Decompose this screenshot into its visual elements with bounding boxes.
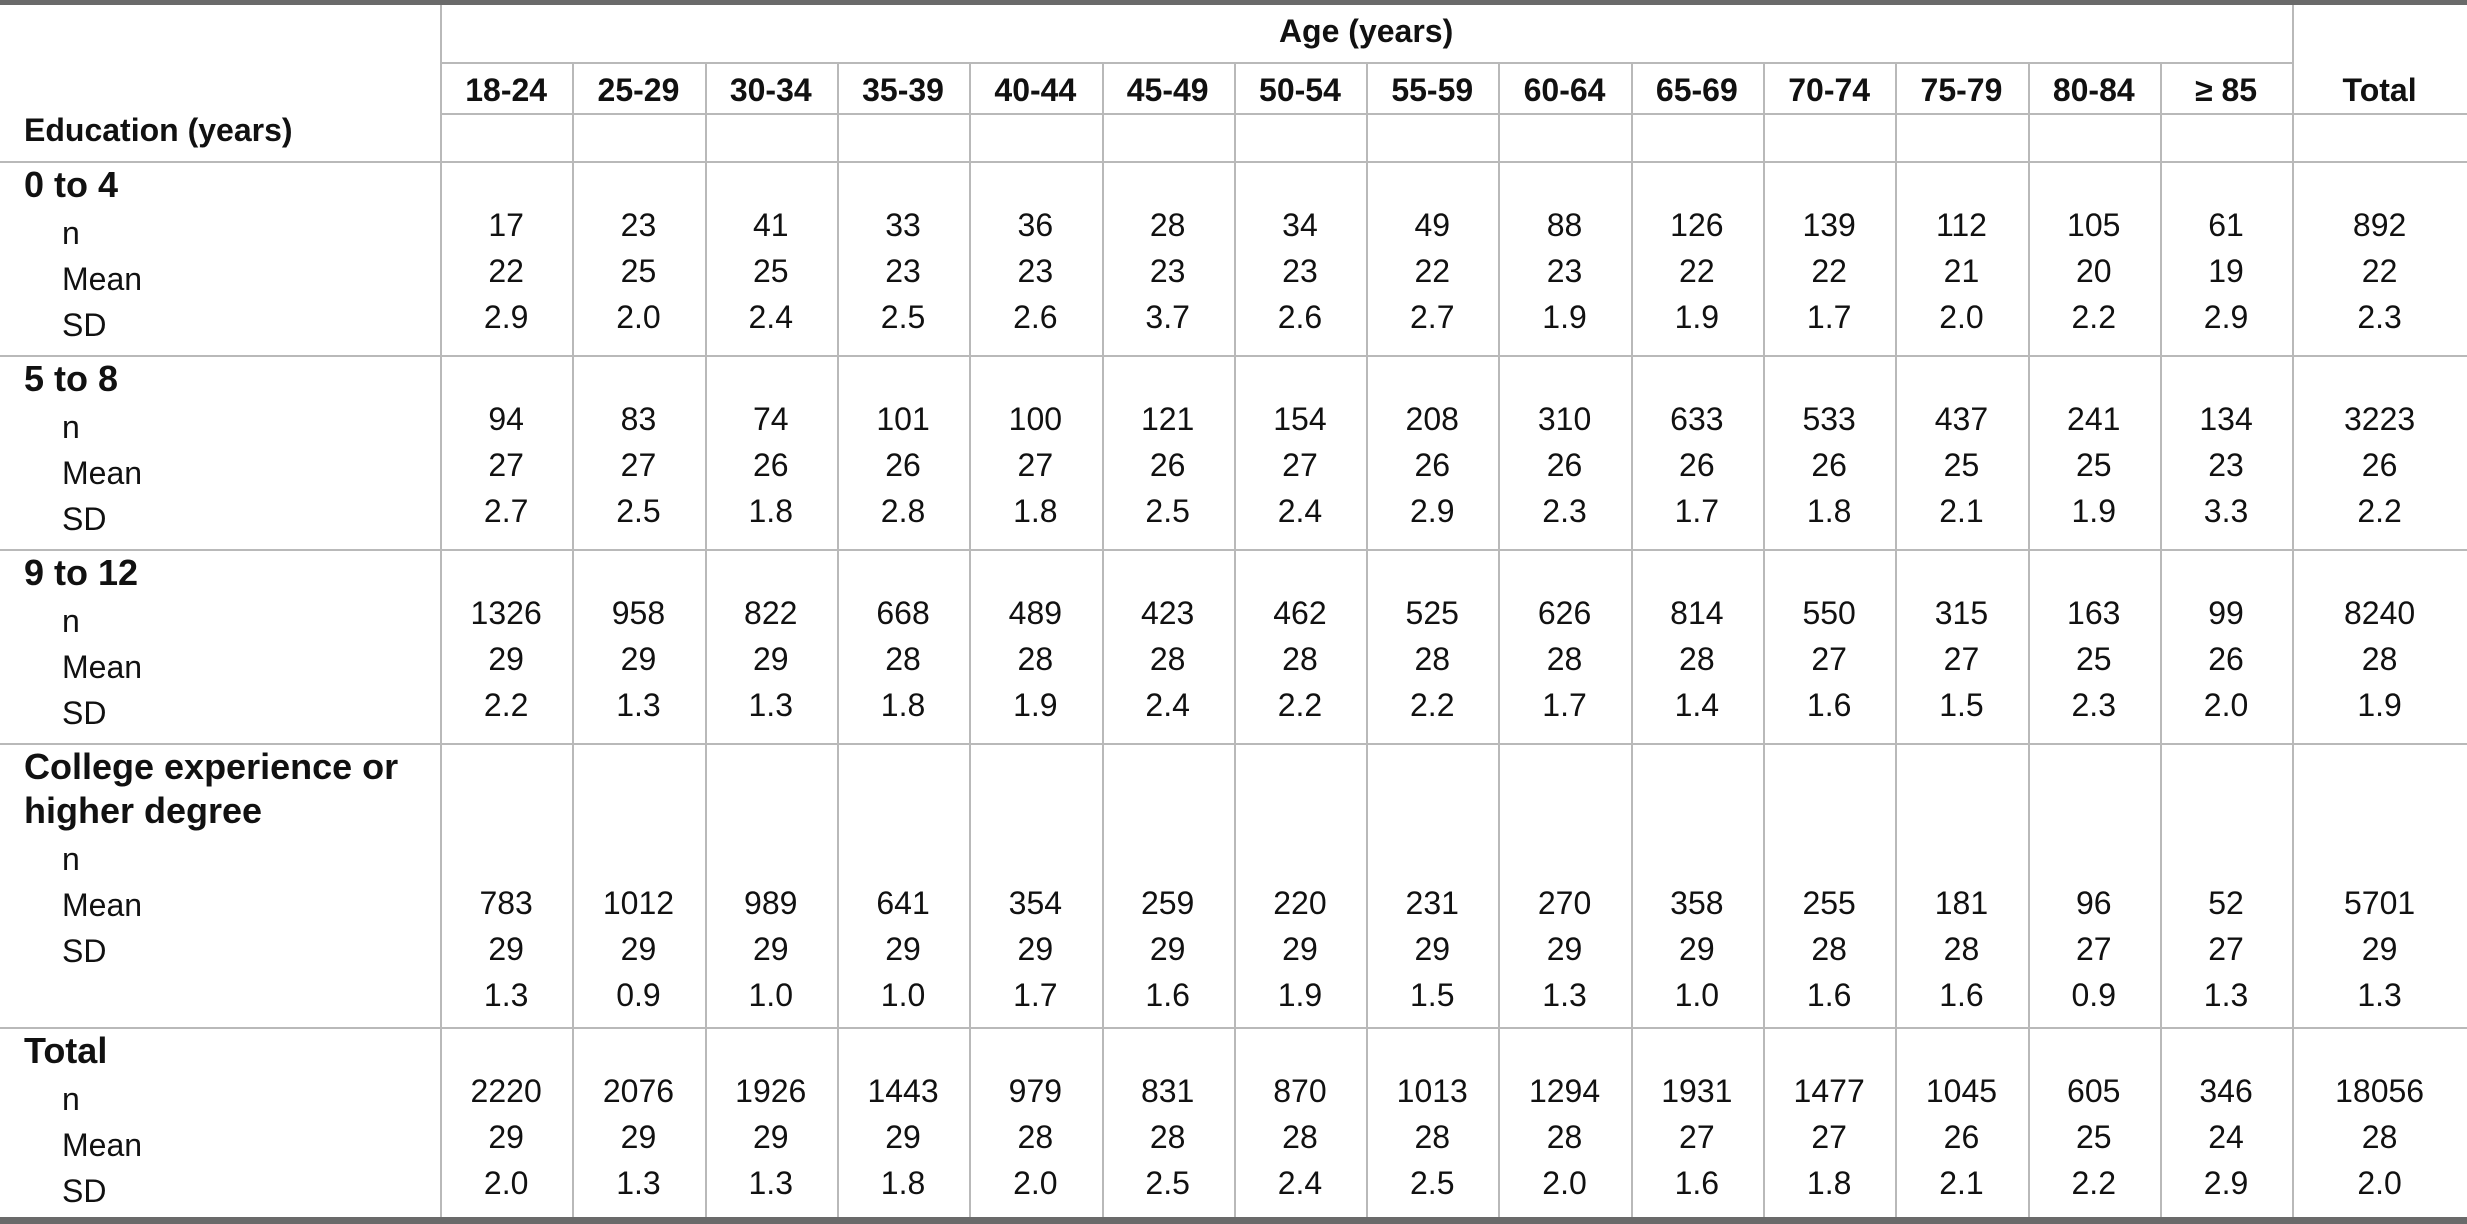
table-cell: 1326: [470, 595, 542, 631]
table-cell: 489: [1008, 595, 1063, 631]
table-cell: 626: [1537, 595, 1592, 631]
age-header: Age (years): [1278, 13, 1454, 49]
table-cell: 1.3: [1542, 977, 1587, 1013]
table-cell: 1.9: [2071, 493, 2116, 529]
table-cell: 668: [876, 595, 930, 631]
table-cell: 29: [752, 641, 789, 677]
table-cell: 525: [1405, 595, 1459, 631]
table-cell: 2076: [602, 1073, 675, 1109]
table-cell: 8240: [2343, 595, 2416, 631]
column-header: 35-39: [862, 72, 944, 108]
row-label: n: [62, 409, 80, 445]
table-cell: 1.0: [1674, 977, 1720, 1013]
table-cell: 1.8: [880, 687, 926, 723]
table-cell: 28: [1546, 641, 1583, 677]
column-header: ≥ 85: [2195, 72, 2258, 108]
table-cell: 26: [1811, 447, 1847, 483]
table-cell: 28: [1546, 1119, 1583, 1155]
table-cell: 1294: [1528, 1073, 1601, 1109]
table-cell: 101: [876, 401, 930, 437]
table-cell: 181: [1934, 885, 1989, 921]
table-cell: 2.5: [1145, 1165, 1190, 1201]
table-cell: 26: [752, 447, 789, 483]
table-cell: 1.9: [1277, 977, 1323, 1013]
table-cell: 163: [2067, 595, 2121, 631]
table-cell: 1926: [735, 1073, 807, 1109]
table-cell: 2.5: [1410, 1165, 1455, 1201]
table-cell: 1.3: [748, 687, 793, 723]
table-cell: 2.0: [483, 1165, 529, 1201]
table-cell: 100: [1008, 401, 1063, 437]
table-cell: 2.7: [1410, 299, 1455, 335]
table-cell: 2.3: [2357, 299, 2402, 335]
table-cell: 2.2: [1410, 687, 1455, 723]
table-cell: 0.9: [616, 977, 661, 1013]
table-cell: 633: [1670, 401, 1724, 437]
table-cell: 20: [2075, 253, 2112, 289]
table-cell: 29: [488, 1119, 524, 1155]
table-cell: 33: [885, 207, 921, 243]
table-cell: 154: [1273, 401, 1327, 437]
table-cell: 28: [1149, 641, 1186, 677]
table-cell: 814: [1670, 595, 1724, 631]
group-title: Total: [24, 1030, 108, 1071]
table-cell: 2.9: [483, 299, 529, 335]
row-label: Mean: [62, 649, 143, 685]
table-cell: 533: [1802, 401, 1856, 437]
table-cell: 1.8: [1013, 493, 1058, 529]
table-cell: 822: [744, 595, 798, 631]
column-header: 25-29: [597, 72, 680, 108]
table-cell: 29: [1017, 931, 1054, 967]
table-cell: 27: [2208, 931, 2244, 967]
table-cell: 28: [1282, 1119, 1318, 1155]
row-divider: [0, 1027, 2467, 1029]
table-cell: 2.5: [616, 493, 661, 529]
table-cell: 36: [1017, 207, 1054, 243]
table-cell: 2.2: [2071, 299, 2116, 335]
table-cell: 29: [620, 1119, 657, 1155]
table-cell: 641: [876, 885, 930, 921]
row-divider: [0, 355, 2467, 357]
column-header: 40-44: [994, 72, 1077, 108]
column-header: 80-84: [2052, 72, 2135, 108]
table-cell: 29: [885, 931, 921, 967]
row-divider: [0, 549, 2467, 551]
table-cell: 29: [620, 641, 657, 677]
table-cell: 26: [1943, 1119, 1980, 1155]
table-cell: 1045: [1925, 1073, 1998, 1109]
header-divider: [440, 62, 2292, 64]
row-label: SD: [62, 1173, 107, 1209]
table-cell: 870: [1273, 1073, 1327, 1109]
table-cell: 105: [2067, 207, 2121, 243]
column-header: Total: [2342, 72, 2417, 108]
row-label: SD: [62, 501, 107, 537]
education-header: Education (years): [24, 112, 293, 148]
table-cell: 2.4: [1277, 493, 1323, 529]
table-cell: 134: [2199, 401, 2253, 437]
table-cell: 2.5: [1145, 493, 1190, 529]
table-cell: 27: [1282, 447, 1318, 483]
table-cell: 1.5: [1410, 977, 1455, 1013]
table-cell: 1.6: [1145, 977, 1190, 1013]
table-cell: 979: [1008, 1073, 1063, 1109]
table-cell: 2.0: [1013, 1165, 1058, 1201]
table-cell: 2.0: [616, 299, 661, 335]
table-cell: 28: [1679, 641, 1715, 677]
table-cell: 2.1: [1939, 493, 1984, 529]
table-cell: 1.8: [748, 493, 793, 529]
table-cell: 22: [1679, 253, 1715, 289]
table-cell: 29: [1414, 931, 1451, 967]
table-cell: 29: [1546, 931, 1583, 967]
column-header: 60-64: [1523, 72, 1606, 108]
table-cell: 1.5: [1939, 687, 1984, 723]
table-cell: 41: [752, 207, 789, 243]
row-label: Mean: [62, 455, 143, 491]
row-label: n: [62, 603, 80, 639]
table-cell: 17: [488, 207, 524, 243]
column-header: 55-59: [1391, 72, 1474, 108]
table-cell: 3223: [2343, 401, 2416, 437]
row-label: n: [62, 841, 80, 877]
table-cell: 23: [1282, 253, 1318, 289]
table-cell: 831: [1140, 1073, 1195, 1109]
table-cell: 1.4: [1674, 687, 1720, 723]
table-cell: 2.7: [483, 493, 529, 529]
table-cell: 19: [2208, 253, 2244, 289]
table-cell: 2.9: [1410, 493, 1455, 529]
column-header: 45-49: [1126, 72, 1209, 108]
row-label: Mean: [62, 261, 143, 297]
table-cell: 23: [1017, 253, 1054, 289]
table-cell: 2220: [470, 1073, 542, 1109]
column-header: 18-24: [465, 72, 548, 108]
table-cell: 354: [1008, 885, 1063, 921]
table-cell: 550: [1802, 595, 1856, 631]
table-cell: 29: [488, 641, 524, 677]
table-cell: 1.7: [1674, 493, 1720, 529]
table-cell: 27: [2075, 931, 2112, 967]
table-cell: 2.9: [2203, 299, 2249, 335]
table-cell: 5701: [2343, 885, 2416, 921]
table-cell: 28: [1943, 931, 1980, 967]
table-cell: 139: [1802, 207, 1856, 243]
table-cell: 52: [2208, 885, 2244, 921]
table-cell: 958: [611, 595, 666, 631]
table-cell: 1.0: [880, 977, 926, 1013]
table-cell: 1.3: [616, 687, 661, 723]
table-cell: 29: [620, 931, 657, 967]
table-cell: 2.5: [880, 299, 926, 335]
table-cell: 22: [2361, 253, 2398, 289]
table-cell: 1.9: [2357, 687, 2402, 723]
table-cell: 1.3: [748, 1165, 793, 1201]
table-cell: 241: [2067, 401, 2121, 437]
table-cell: 23: [620, 207, 657, 243]
table-cell: 310: [1537, 401, 1592, 437]
table-cell: 2.1: [1939, 1165, 1984, 1201]
table-cell: 423: [1140, 595, 1195, 631]
table-cell: 28: [1017, 641, 1054, 677]
table-cell: 25: [2075, 641, 2112, 677]
table-cell: 2.0: [1542, 1165, 1587, 1201]
table-cell: 1.0: [748, 977, 793, 1013]
table-cell: 3.7: [1145, 299, 1190, 335]
table-cell: 23: [1546, 253, 1583, 289]
table-cell: 26: [2361, 447, 2398, 483]
table-cell: 2.2: [483, 687, 529, 723]
table-cell: 315: [1934, 595, 1989, 631]
table-cell: 1.7: [1013, 977, 1058, 1013]
column-header: 70-74: [1788, 72, 1871, 108]
table-cell: 22: [488, 253, 524, 289]
table-cell: 29: [488, 931, 524, 967]
table-cell: 29: [752, 931, 789, 967]
table-cell: 2.2: [2071, 1165, 2116, 1201]
table-cell: 208: [1405, 401, 1459, 437]
table-cell: 26: [1679, 447, 1715, 483]
table-cell: 2.3: [1542, 493, 1587, 529]
table-cell: 437: [1934, 401, 1989, 437]
group-title: 5 to 8: [24, 358, 119, 399]
table-cell: 25: [620, 253, 657, 289]
table-cell: 28: [2361, 641, 2398, 677]
table-cell: 28: [1414, 1119, 1451, 1155]
table-cell: 3.3: [2203, 493, 2249, 529]
table-cell: 1.8: [1806, 493, 1852, 529]
table-cell: 29: [885, 1119, 921, 1155]
table-cell: 1.3: [483, 977, 529, 1013]
table-cell: 2.6: [1277, 299, 1323, 335]
table-cell: 49: [1414, 207, 1451, 243]
table-cell: 1443: [867, 1073, 939, 1109]
table-cell: 27: [488, 447, 524, 483]
table-cell: 25: [2075, 1119, 2112, 1155]
table-cell: 126: [1670, 207, 1724, 243]
column-header: 75-79: [1920, 72, 2003, 108]
table-cell: 2.4: [748, 299, 793, 335]
table-cell: 1.6: [1674, 1165, 1720, 1201]
table-cell: 29: [1282, 931, 1318, 967]
table-cell: 28: [1149, 1119, 1186, 1155]
table-cell: 99: [2208, 595, 2244, 631]
table-cell: 18056: [2335, 1073, 2425, 1109]
table-cell: 28: [1017, 1119, 1054, 1155]
table-cell: 29: [1679, 931, 1715, 967]
table-cell: 1.9: [1013, 687, 1058, 723]
column-header: 65-69: [1655, 72, 1738, 108]
table-cell: 26: [1149, 447, 1186, 483]
row-label: n: [62, 215, 80, 251]
table-cell: 22: [1811, 253, 1847, 289]
table-cell: 27: [1811, 641, 1847, 677]
table-cell: 220: [1273, 885, 1327, 921]
table-cell: 2.4: [1145, 687, 1190, 723]
table-cell: 0.9: [2071, 977, 2116, 1013]
table-cell: 1.6: [1806, 687, 1852, 723]
table-cell: 28: [2361, 1119, 2398, 1155]
column-header: 50-54: [1259, 72, 1341, 108]
table-cell: 1477: [1793, 1073, 1865, 1109]
table-cell: 358: [1670, 885, 1724, 921]
table-cell: 25: [752, 253, 789, 289]
table-cell: 121: [1140, 401, 1195, 437]
table-cell: 61: [2208, 207, 2244, 243]
table-cell: 2.0: [1939, 299, 1984, 335]
table-cell: 29: [2361, 931, 2398, 967]
table-cell: 96: [2075, 885, 2112, 921]
row-label: Mean: [62, 1127, 143, 1163]
row-divider: [0, 743, 2467, 745]
table-cell: 29: [752, 1119, 789, 1155]
header-divider: [440, 113, 2467, 115]
table-cell: 34: [1282, 207, 1318, 243]
table-cell: 28: [1414, 641, 1451, 677]
table-cell: 1.3: [2357, 977, 2402, 1013]
table-cell: 23: [1149, 253, 1186, 289]
row-label: SD: [62, 933, 107, 969]
table-cell: 28: [1811, 931, 1847, 967]
table-cell: 27: [1017, 447, 1054, 483]
table-cell: 22: [1414, 253, 1451, 289]
table-cell: 83: [620, 401, 657, 437]
table-cell: 2.3: [2071, 687, 2116, 723]
table-cell: 1.8: [1806, 1165, 1852, 1201]
table-cell: 270: [1537, 885, 1592, 921]
table-cell: 1.7: [1806, 299, 1852, 335]
table-cell: 26: [885, 447, 921, 483]
table-cell: 1931: [1661, 1073, 1733, 1109]
table-cell: 25: [2075, 447, 2112, 483]
table-cell: 28: [1149, 207, 1186, 243]
table-cell: 88: [1546, 207, 1583, 243]
group-title: 0 to 4: [24, 164, 119, 205]
table-cell: 27: [620, 447, 657, 483]
table-cell: 28: [1282, 641, 1318, 677]
table-cell: 1012: [602, 885, 675, 921]
table-cell: 255: [1802, 885, 1856, 921]
table-cell: 1.6: [1939, 977, 1984, 1013]
table-cell: 346: [2199, 1073, 2253, 1109]
table-cell: 1.9: [1542, 299, 1587, 335]
table-cell: 2.0: [2203, 687, 2249, 723]
table-cell: 989: [744, 885, 798, 921]
table-cell: 1013: [1396, 1073, 1468, 1109]
group-title: College experience or: [24, 746, 399, 787]
row-label: n: [62, 1081, 80, 1117]
table-cell: 27: [1679, 1119, 1715, 1155]
table-cell: 29: [1149, 931, 1186, 967]
table-cell: 2.4: [1277, 1165, 1323, 1201]
table-cell: 94: [488, 401, 524, 437]
table-cell: 231: [1405, 885, 1459, 921]
table-cell: 2.8: [880, 493, 926, 529]
group-title: 9 to 12: [24, 552, 139, 593]
table-cell: 1.7: [1542, 687, 1587, 723]
table-cell: 2.6: [1013, 299, 1058, 335]
table-cell: 1.3: [616, 1165, 661, 1201]
column-header: 30-34: [729, 72, 812, 108]
table-cell: 26: [2208, 641, 2244, 677]
table-cell: 1.8: [880, 1165, 926, 1201]
table-cell: 23: [885, 253, 921, 289]
table-cell: 462: [1273, 595, 1327, 631]
table-cell: 892: [2352, 207, 2407, 243]
table-cell: 112: [1935, 207, 1987, 243]
table-cell: 28: [885, 641, 921, 677]
row-label: Mean: [62, 887, 143, 923]
table-cell: 1.3: [2203, 977, 2249, 1013]
table-cell: 74: [752, 401, 789, 437]
table-cell: 26: [1414, 447, 1451, 483]
group-title: higher degree: [24, 790, 263, 831]
table-cell: 26: [1546, 447, 1583, 483]
table-cell: 2.0: [2357, 1165, 2402, 1201]
table-cell: 259: [1140, 885, 1195, 921]
table-cell: 24: [2208, 1119, 2244, 1155]
table-cell: 605: [2067, 1073, 2121, 1109]
row-label: SD: [62, 307, 107, 343]
row-label: SD: [62, 695, 107, 731]
table-cell: 25: [1943, 447, 1980, 483]
table-cell: 27: [1811, 1119, 1847, 1155]
table-cell: 23: [2208, 447, 2244, 483]
table-cell: 783: [479, 885, 533, 921]
table-cell: 1.9: [1674, 299, 1720, 335]
table-cell: 27: [1943, 641, 1980, 677]
table-cell: 21: [1943, 253, 1980, 289]
table-cell: 1.6: [1806, 977, 1852, 1013]
table-cell: 2.9: [2203, 1165, 2249, 1201]
header-divider: [0, 161, 2467, 163]
table-cell: 2.2: [2357, 493, 2402, 529]
table-cell: 2.2: [1277, 687, 1323, 723]
